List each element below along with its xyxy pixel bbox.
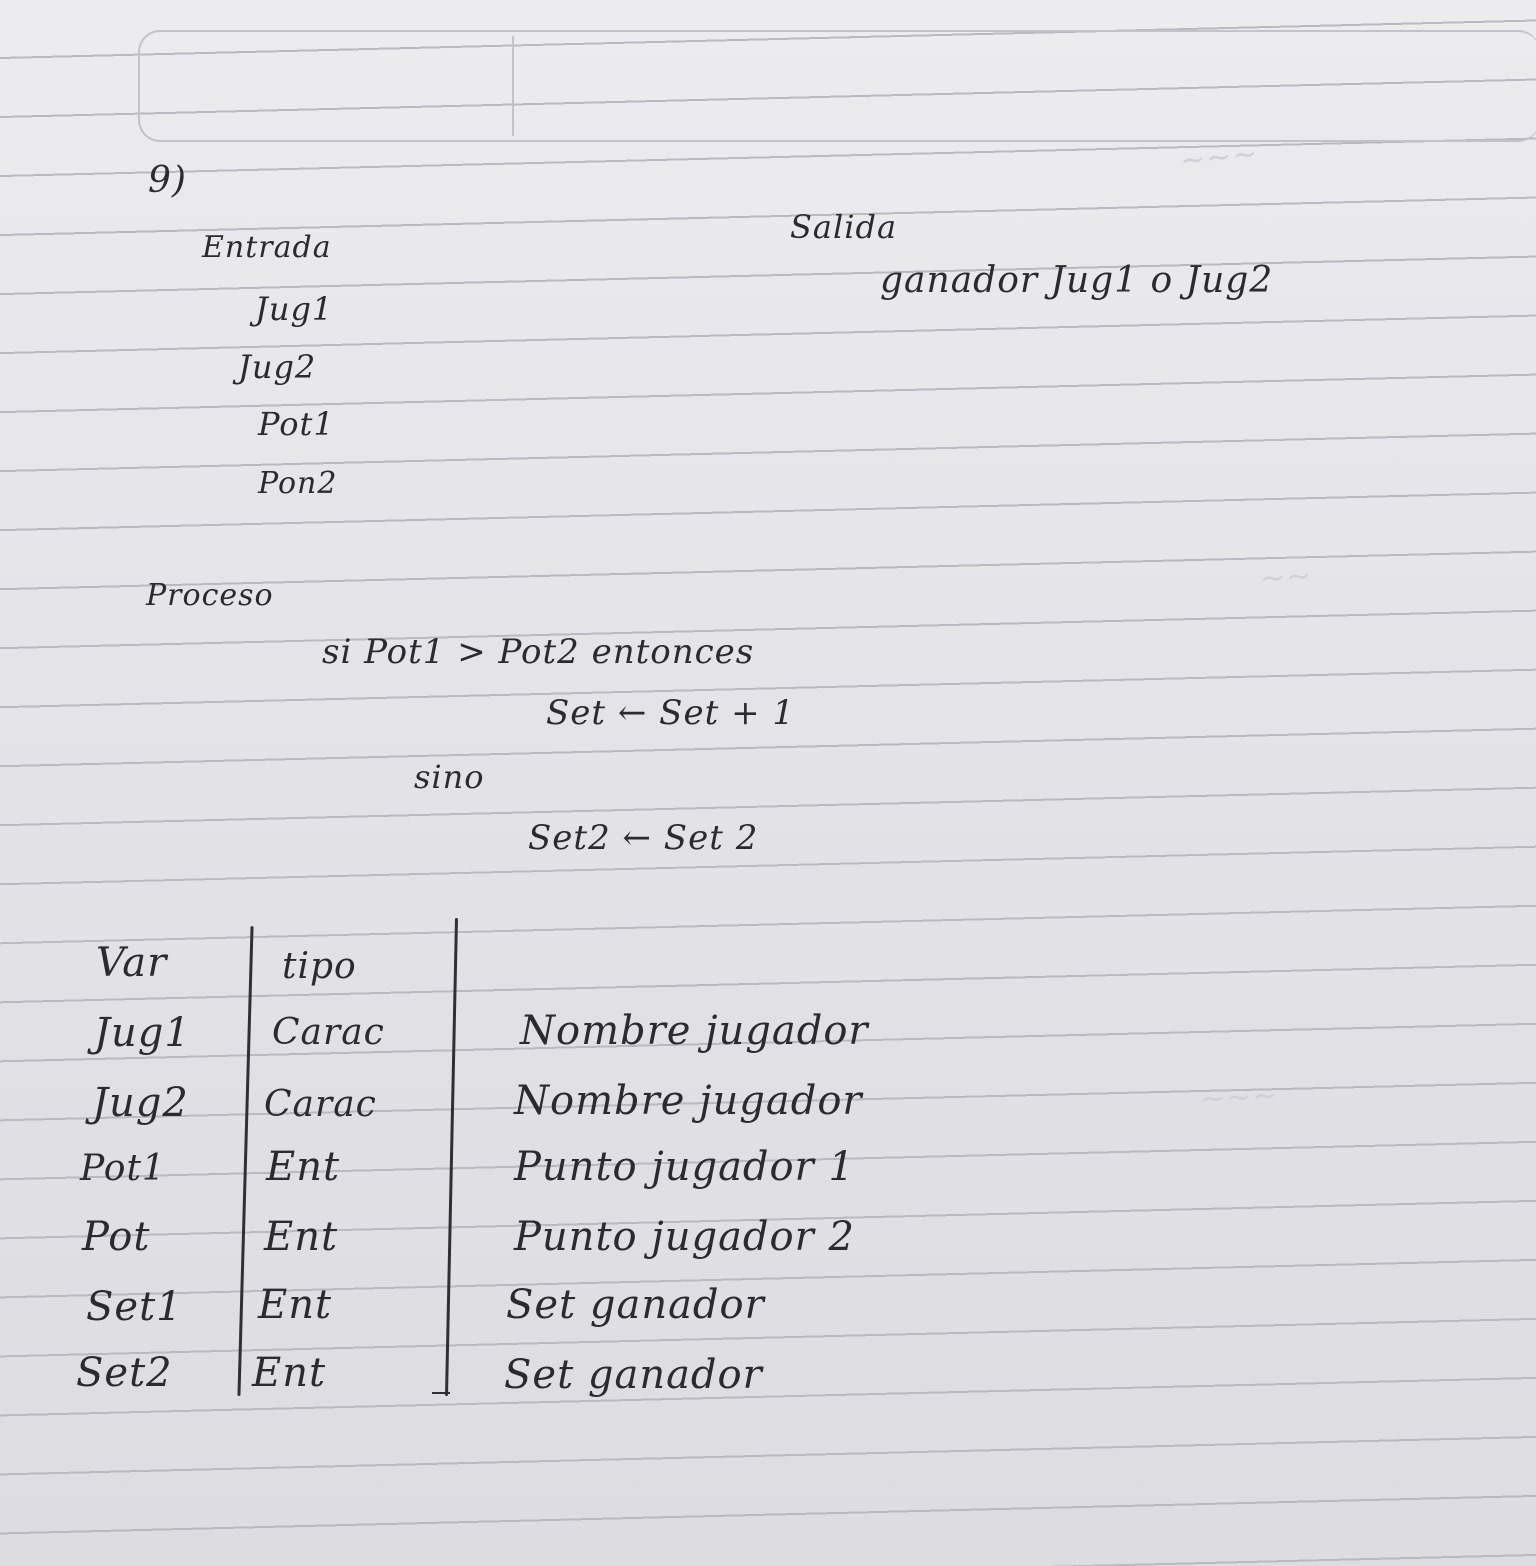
table-header: tipo bbox=[282, 946, 357, 987]
entrada-heading: Entrada bbox=[202, 230, 332, 265]
table-cell-var: Pot bbox=[82, 1214, 151, 1260]
table-divider bbox=[237, 926, 253, 1396]
table-cell-var: Jug1 bbox=[94, 1010, 191, 1056]
question-number: 9) bbox=[148, 160, 187, 201]
table-cell-tipo: Ent bbox=[258, 1282, 333, 1328]
entrada-var: Pon2 bbox=[258, 466, 338, 501]
table-cell-desc: Set ganador bbox=[504, 1352, 763, 1398]
proceso-line: sino bbox=[414, 758, 485, 796]
bleed-through-mark: ~~ bbox=[1258, 558, 1314, 597]
table-cell-desc: Nombre jugador bbox=[520, 1008, 869, 1054]
table-cell-var: Set2 bbox=[76, 1350, 173, 1396]
bleed-through-mark: ~~~ bbox=[1178, 135, 1261, 180]
table-cell-tipo: Carac bbox=[272, 1012, 385, 1053]
table-divider bbox=[445, 918, 458, 1396]
table-cell-desc: Set ganador bbox=[506, 1282, 765, 1328]
table-cell-tipo: Ent bbox=[266, 1144, 341, 1190]
header-divider bbox=[512, 36, 514, 136]
salida-text: ganador Jug1 o Jug2 bbox=[880, 260, 1274, 301]
table-header: Var bbox=[96, 940, 168, 986]
table-cell-desc: Nombre jugador bbox=[514, 1078, 863, 1124]
entrada-var: Pot1 bbox=[258, 405, 335, 443]
table-cell-tipo: Ent bbox=[264, 1214, 339, 1260]
entrada-var: Jug1 bbox=[255, 290, 334, 328]
table-cell-tipo: Ent bbox=[252, 1350, 327, 1396]
proceso-line: si Pot1 > Pot2 entonces bbox=[322, 632, 755, 672]
proceso-line: Set2 ← Set 2 bbox=[528, 818, 759, 858]
header-box bbox=[138, 30, 1536, 142]
proceso-line: Set ← Set + 1 bbox=[546, 693, 795, 733]
table-divider-tick bbox=[432, 1392, 450, 1394]
table-cell-desc: Punto jugador 2 bbox=[514, 1214, 855, 1260]
table-cell-desc: Punto jugador 1 bbox=[514, 1144, 855, 1190]
proceso-heading: Proceso bbox=[146, 578, 274, 613]
table-cell-var: Jug2 bbox=[92, 1080, 189, 1126]
salida-heading: Salida bbox=[790, 208, 898, 246]
entrada-var: Jug2 bbox=[238, 348, 317, 386]
bleed-through-mark: ~~~ bbox=[1199, 1077, 1280, 1118]
table-cell-var: Pot1 bbox=[80, 1148, 166, 1189]
table-cell-var: Set1 bbox=[86, 1284, 183, 1330]
table-cell-tipo: Carac bbox=[264, 1084, 377, 1125]
